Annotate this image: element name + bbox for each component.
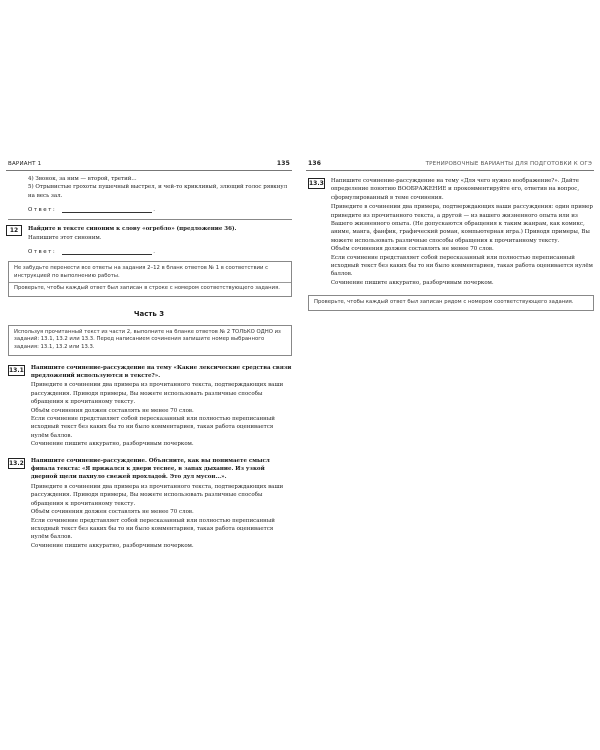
task-13-1 [8,364,292,449]
option-4: 4) Звонок, за ним — второй, третий... [28,176,137,182]
task-13-3-p4: Сочинение пишите аккуратно, разборчивым почерком. [330,279,494,286]
notice-line-1: Не забудьте перенести все ответы на задания 2–12 в бланк ответов № 1 в соответствии с инструкцией по выполнению работы. [14,265,269,279]
task-13-2-title: Напишите сочинение-рассуждение. Объясните, как вы понимаете смысл финала текста: «Я прижался к двери теснее, в запах дыхание. Из узкой дверной щели пахнуло свежей прохладой. Это дул мусон...». [30,457,270,481]
task-13-3-title: Напишите сочинение-рассуждение на тему «Для чего нужно воображение?». Дайте определение понятию ВООБРАЖЕНИЕ и прокомментируйте его, ответив на вопрос, сформулированный в теме сочинения. [330,178,580,201]
page-number-right: 136 [308,160,322,167]
task-13-1-body [31,364,292,449]
running-title: ТРЕНИРОВОЧНЫЕ ВАРИАНТЫ ДЛЯ ПОДГОТОВКИ К ОГЭ [425,161,592,167]
task-13-3-p2: Объём сочинения должен составлять не менее 70 слов. [330,246,494,253]
answer-line-11 [28,207,292,213]
task-13-2-p3: Если сочинение представляет собой пересказанный или полностью переписанный исходный текст без каких бы то ни было комментариев, такая работа оценивается нулём баллов. [30,517,275,541]
answer-dot: . [153,249,157,256]
answer-label: Ответ: [28,249,57,256]
task-13-1-p2: Объём сочинения должен составлять не менее 70 слов. [30,407,194,414]
answer-underline [62,249,152,255]
task-13-3-body [331,177,594,287]
task-number-13-2: 13.2 [9,459,24,467]
notice-line-2: Проверьте, чтобы каждый ответ был записан в строке с номером соответствующего задания. [14,285,280,292]
page-number-left: 135 [276,160,290,167]
part3-instruction: Используя прочитанный текст из части 2, выполните на бланке ответов № 2 ТОЛЬКО ОДНО из заданий: 13.1, 13.2 или 13.3. Перед написанием сочинения запишите номер выбранного задания: 13.1, 13.2 или 13.3. [8,325,292,356]
task-12-body [28,225,292,242]
answer-line-12 [28,249,292,255]
check-notice: Проверьте, чтобы каждый ответ был записан рядом с номером соответствующего задания. [308,295,594,311]
notice-divider [9,282,291,283]
answer-underline [62,207,152,213]
task-12-line1: Найдите в тексте синоним к слову «огребло» (предложение 36). [28,226,237,233]
task-13-1-p3: Если сочинение представляет собой пересказанный или полностью переписанный исходный текст без каких бы то ни было комментариев, такая работа оценивается нулём баллов. [30,416,275,439]
task-13-3-p1: Приведите в сочинении два примера, подтверждающих ваши рассуждения: один пример приведите из прочитанного текста, а другой — из вашего жизненного опыта или из Вашего жизненного опыта. (Не допускаются обращения к таким жанрам, как комикс, аниме, манга, фанфик, графический роман, компьютерная игра.) Приводя примеры, Вы можете использовать различные способы обращения к прочитанному тексту. [330,204,593,244]
task-13-2-p4: Сочинение пишите аккуратно, разборчивым почерком. [30,542,194,549]
task-13-1-title: Напишите сочинение-рассуждение на тему «Какие лексические средства связи предложений используются в тексте?». [30,364,292,379]
task-13-2-body [31,457,292,550]
task-13-2-p2: Объём сочинения должен составлять не менее 70 слов. [30,509,194,516]
left-page [0,160,298,750]
part-title: Часть 3 [133,309,165,318]
task-12-line2: Напишите этот синоним. [28,234,102,241]
task-13-1-p1: Приведите в сочинении два примера из прочитанного текста, подтверждающих ваши рассуждения. Приводя примеры, Вы можете использовать различные способы обращения к прочитанному тексту. [30,382,284,406]
task-13-3-p3: Если сочинение представляет собой пересказанный или полностью переписанный исходный текст без каких бы то ни было комментариев, такая работа оценивается нулём баллов. [330,254,593,278]
variant-label: ВАРИАНТ 1 [8,161,42,167]
task-12 [6,220,292,242]
previous-options [6,171,292,200]
task-number-13-3: 13.3 [309,180,324,187]
transfer-notice [8,261,292,297]
option-5: 5) Отрывистые грохоты пушечный выстрел, и чей-то крикливый, злющий голос рявкнул на весь зал. [28,184,288,199]
task-13-1-p4: Сочинение пишите аккуратно, разборчивым почерком. [30,441,194,448]
task-number-12: 12 [6,225,22,236]
task-number-13-1: 13.1 [9,366,24,374]
answer-label: Ответ: [28,207,57,214]
right-page [302,160,600,750]
task-13-3 [308,177,594,287]
task-13-2 [8,457,292,550]
left-running-head [6,160,292,171]
task-13-2-p1: Приведите в сочинении два примера из прочитанного текста, подтверждающих ваши рассуждения. Приводя примеры, Вы можете использовать различные способы обращения к прочитанному тексту. [30,483,284,507]
right-running-head [306,160,594,171]
answer-dot: . [153,207,157,214]
